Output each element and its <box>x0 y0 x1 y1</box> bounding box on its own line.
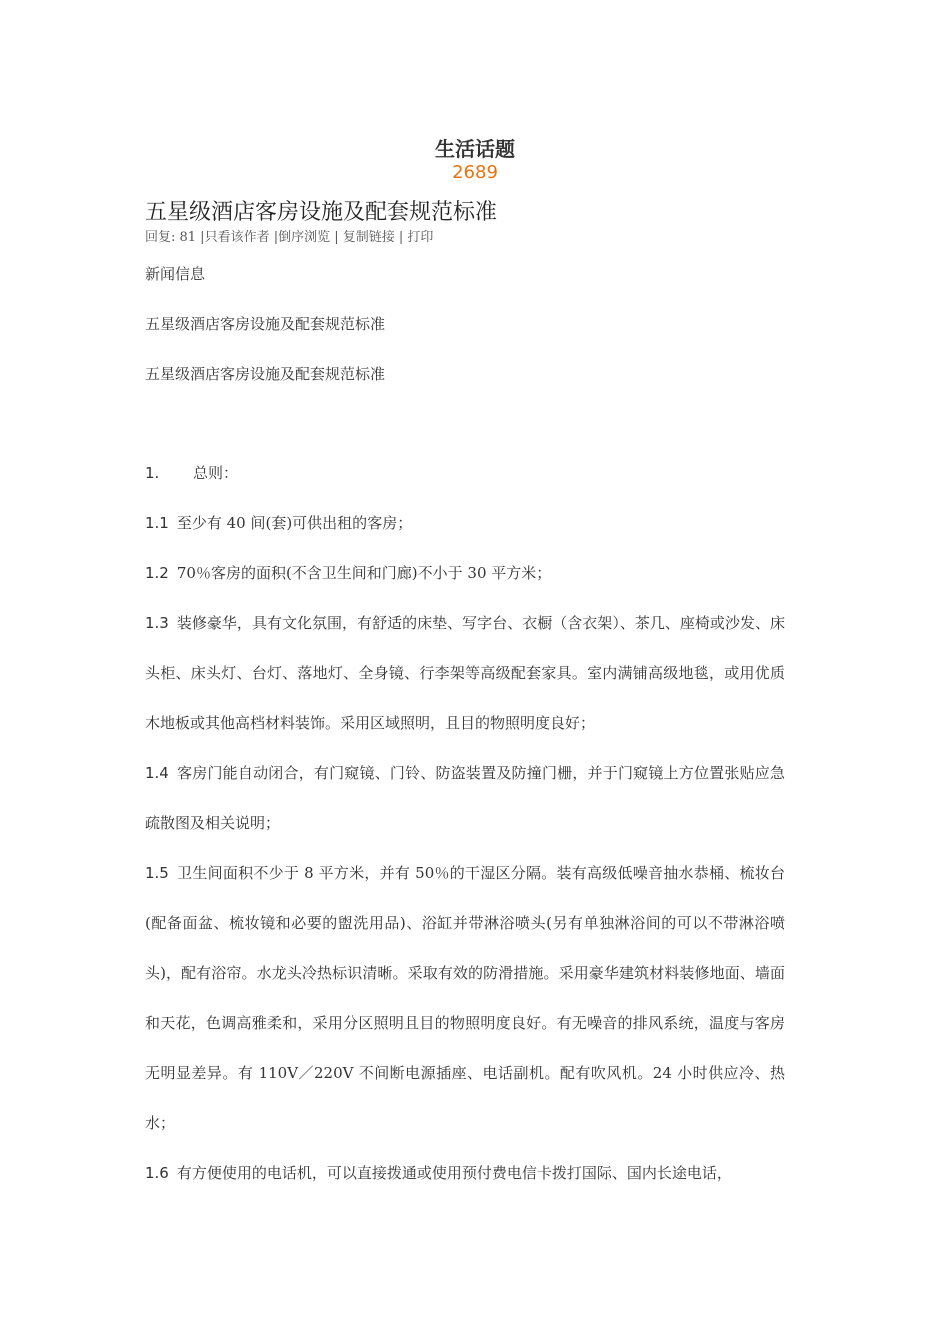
section-1-2 <box>145 548 785 598</box>
view-count: 2689 <box>452 162 498 183</box>
section-1-1 <box>145 498 785 548</box>
post-meta-links: 回复: 81 |只看该作者 |倒序浏览 | 复制链接 | 打印 <box>145 230 434 245</box>
intro-title-repeat-1: 五星级酒店客房设施及配套规范标准 <box>145 315 386 333</box>
intro-title-repeat-2: 五星级酒店客房设施及配套规范标准 <box>145 365 386 383</box>
section-number: 1.2 <box>145 564 169 582</box>
article-title: 五星级酒店客房设施及配套规范标准 <box>145 200 498 225</box>
section-text: 客房门能自动闭合，有门窥镜、门铃、防盗装置及防撞门栅，并于门窥镜上方位置张贴应急疏散图及相关说明； <box>145 764 785 832</box>
section-1-6 <box>145 1148 785 1198</box>
section-text: 卫生间面积不少于 8 平方米，并有 50％的干湿区分隔。装有高级低噪音抽水恭桶、梳妆台(配备面盆、梳妆镜和必要的盥洗用品)、浴缸并带淋浴喷头(另有单独淋浴间的可以不带淋浴喷头)，配有浴帘。水龙头冷热标识清晰。采取有效的防滑措施。采用豪华建筑材料装修地面、墙面和天花，色调高雅柔和，采用分区照明且目的物照明度良好。有无噪音的排风系统，温度与客房无明显差异。有 110V／220V 不间断电源插座、电话副机。配有吹风机。24 小时供应冷、热水； <box>145 864 785 1132</box>
section-1 <box>145 448 785 498</box>
section-number: 1.6 <box>145 1164 169 1182</box>
intro-news-label: 新闻信息 <box>145 265 206 283</box>
section-1-5 <box>145 848 785 1148</box>
section-text: 总则： <box>193 464 239 482</box>
section-text: 70％客房的面积(不含卫生间和门廊)不小于 30 平方米； <box>176 564 552 582</box>
section-number: 1.4 <box>145 764 169 782</box>
section-1-4 <box>145 748 785 848</box>
section-number: 1.5 <box>145 864 169 882</box>
section-number: 1. <box>145 464 160 482</box>
section-number: 1.1 <box>145 514 169 532</box>
section-text: 至少有 40 间(套)可供出租的客房； <box>176 514 413 532</box>
section-1-3 <box>145 598 785 748</box>
category-title: 生活话题 <box>435 137 515 161</box>
section-number: 1.3 <box>145 614 169 632</box>
section-text: 装修豪华，具有文化氛围，有舒适的床垫、写字台、衣橱（含衣架）、茶几、座椅或沙发、床头柜、床头灯、台灯、落地灯、全身镜、行李架等高级配套家具。室内满铺高级地毯，或用优质木地板或其他高档材料装饰。采用区域照明，且目的物照明度良好； <box>145 614 785 732</box>
section-text: 有方便使用的电话机，可以直接拨通或使用预付费电信卡拨打国际、国内长途电话， <box>176 1164 732 1182</box>
